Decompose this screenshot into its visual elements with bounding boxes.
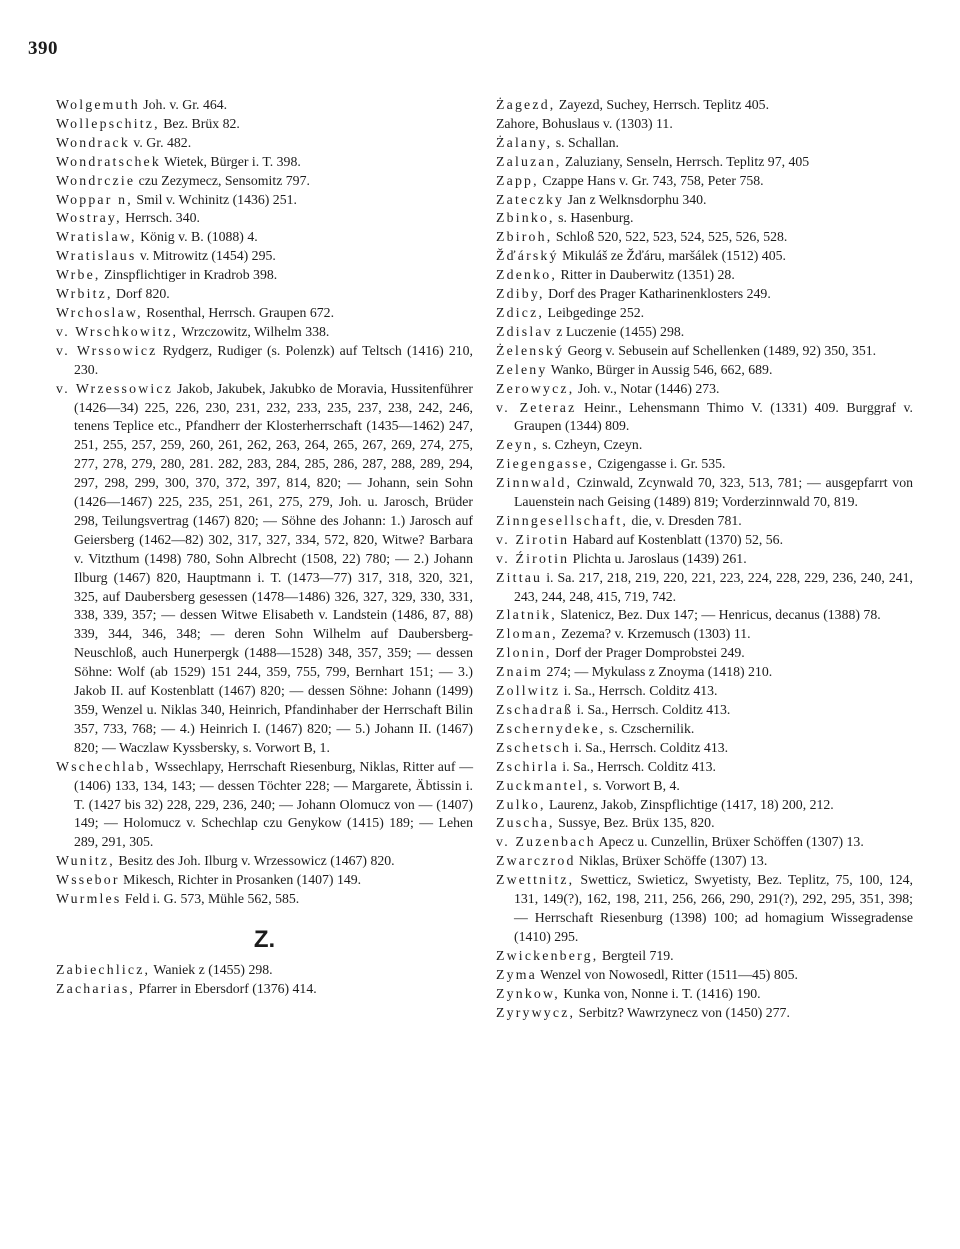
entry-headword: Wssebor [56, 872, 120, 888]
section-letter: Z. [253, 925, 276, 953]
entry-text: s. Vorwort B, 4. [589, 777, 680, 793]
entry-text: Wenzel von Nowosedl, Ritter (1511—45) 805. [536, 966, 798, 982]
index-entry [496, 947, 913, 966]
entry-text: Heinr., Lehensmann Thimo V. (1331) 409. Burggraf v. Graupen (1344) 809. [514, 399, 913, 434]
index-entry [496, 777, 913, 796]
index-entry [56, 172, 473, 191]
entry-headword: Zeleny [496, 361, 548, 377]
index-entry [496, 758, 913, 777]
entry-headword: Zeyn, [496, 437, 539, 453]
entry-text: v. Mitrowitz (1454) 295. [136, 248, 276, 264]
index-entry [496, 96, 913, 115]
entry-text: z Luczenie (1455) 298. [552, 323, 685, 339]
entry-text: Jan z Welknsdorphu 340. [564, 191, 707, 207]
entry-headword: Zdenko, [496, 267, 557, 283]
left-after-entry-list [56, 961, 473, 999]
entry-headword: Zynkow, [496, 985, 560, 1001]
entry-text: v. Gr. 482. [129, 134, 192, 150]
index-entry [56, 758, 473, 853]
entry-headword: Zdicz, [496, 304, 545, 320]
entry-text: Leibgedinge 252. [544, 304, 645, 320]
entry-headword: Znaim [496, 664, 544, 680]
entry-headword: Zyrywycz, [496, 1004, 576, 1020]
index-entry [56, 980, 473, 999]
entry-text: Mikuláš ze Žďáru, maršálek (1512) 405. [558, 248, 786, 264]
entry-text: Swetticz, Swieticz, Swyetisty, Bez. Teplitz, 75, 100, 124, 131, 149(?), 162, 198, 211, 256, 266, 290, 291(?), 292, 295, 351, 398; — Herrschaft Riesenburg (1398) 100; ad homagium Wissegradense (1410) 295. [514, 872, 913, 944]
index-entry [496, 531, 913, 550]
entry-text: Zahore, Bohuslaus v. (1303) 11. [496, 115, 673, 131]
entry-text: Wanko, Bürger in Aussig 546, 662, 689. [547, 361, 773, 377]
entry-text: Rydgerz, Rudiger (s. Polenzk) auf Teltsch (1416) 210, 230. [74, 342, 474, 377]
index-entry [56, 342, 473, 380]
entry-headword: Wrbitz, [56, 286, 113, 302]
index-entry [496, 285, 913, 304]
index-entry [496, 304, 913, 323]
entry-text: Dorf 820. [112, 286, 170, 302]
entry-headword: Ziegengasse, [496, 456, 595, 472]
entry-headword: Zlatnik, [496, 607, 557, 623]
entry-headword: Zulko, [496, 796, 546, 812]
index-entry [56, 134, 473, 153]
entry-headword: v. Wrzessowicz [56, 380, 174, 396]
entry-text: Niklas, Brüxer Schöffe (1307) 13. [575, 853, 768, 869]
entry-text: Pfarrer in Ebersdorf (1376) 414. [135, 980, 317, 996]
index-entry [496, 1004, 913, 1023]
entry-text: Besitz des Joh. Ilburg v. Wrzessowicz (1467) 820. [114, 853, 395, 869]
entry-headword: Wschechlab, [56, 758, 152, 774]
entry-headword: Zbinko, [496, 210, 555, 226]
entry-headword: Wrbe, [56, 267, 101, 283]
entry-text: Georg v. Sebusein auf Schellenken (1489, 92) 350, 351. [564, 342, 877, 358]
entry-headword: Wurmles [56, 891, 122, 907]
index-entry [56, 266, 473, 285]
entry-text: Habard auf Kostenblatt (1370) 52, 56. [569, 531, 784, 547]
index-entry [56, 228, 473, 247]
right-entry-list [496, 96, 913, 1022]
entry-headword: Wratislaus [56, 248, 137, 264]
entry-text: i. Sa., Herrsch. Colditz 413. [560, 683, 718, 699]
index-entry [56, 871, 473, 890]
entry-text: Joh. v., Notar (1446) 273. [574, 380, 720, 396]
index-entry [496, 550, 913, 569]
entry-text: s. Czschernilik. [605, 720, 695, 736]
entry-text: Czinwald, Zcynwald 70, 323, 513, 781; — ausgepfarrt von Lauenstein nach Geising (1489) 819; Vorderzinnwald 70, 819. [514, 475, 913, 510]
index-entry [496, 474, 913, 512]
page-number: 390 [28, 38, 58, 59]
index-entry [56, 380, 473, 758]
index-entry [496, 209, 913, 228]
index-entry [56, 304, 473, 323]
entry-headword: Żalany, [496, 134, 553, 150]
index-entry [56, 285, 473, 304]
entry-text: s. Hasenburg. [554, 210, 634, 226]
entry-headword: Wratislaw, [56, 229, 137, 245]
entry-headword: Zerowycz, [496, 380, 575, 396]
index-entry [496, 191, 913, 210]
index-entry [496, 361, 913, 380]
entry-text: i. Sa., Herrsch. Colditz 413. [558, 758, 716, 774]
index-entry [496, 796, 913, 815]
entry-headword: Zlonin, [496, 645, 552, 661]
index-entry [496, 985, 913, 1004]
right-column [496, 96, 913, 1022]
entry-text: Zezema? v. Krzemusch (1303) 11. [557, 626, 751, 642]
entry-headword: Zyma [496, 966, 537, 982]
left-column [56, 96, 473, 999]
index-entry [496, 606, 913, 625]
entry-text: Laurenz, Jakob, Zinspflichtige (1417, 18) 200, 212. [545, 796, 834, 812]
entry-text: Waniek z (1455) 298. [150, 961, 273, 977]
entry-headword: Zollwitz [496, 683, 561, 699]
index-entry [496, 455, 913, 474]
index-entry [496, 833, 913, 852]
index-entry [496, 153, 913, 172]
entry-text: Apecz u. Cunzellin, Brüxer Schöffen (1307) 13. [595, 834, 864, 850]
entry-headword: Wolgemuth [56, 97, 140, 112]
entry-text: Ritter in Dauberwitz (1351) 28. [557, 267, 735, 283]
index-entry [496, 739, 913, 758]
entry-headword: Zapp, [496, 172, 539, 188]
entry-headword: Żagezd, [496, 97, 556, 112]
entry-text: Serbitz? Wawrzynecz von (1450) 277. [575, 1004, 790, 1020]
entry-headword: Zinngesellschaft, [496, 512, 629, 528]
entry-text: Bez. Brüx 82. [159, 115, 240, 131]
entry-headword: Zittau [496, 569, 543, 585]
entry-headword: Zschetsch [496, 739, 571, 755]
entry-headword: v. Zeteraz [496, 399, 577, 415]
entry-headword: Zinnwald, [496, 475, 573, 491]
entry-headword: v. Wrschkowitz, [56, 323, 179, 339]
index-entry [56, 961, 473, 980]
index-entry [496, 115, 913, 134]
index-entry [496, 682, 913, 701]
entry-headword: Woppar n, [56, 191, 133, 207]
entry-headword: Zwettnitz, [496, 872, 575, 888]
entry-headword: Zuckmantel, [496, 777, 590, 793]
entry-headword: Żelenský [496, 342, 565, 358]
entry-text: czu Zezymecz, Sensomitz 797. [135, 172, 310, 188]
entry-text: Zaluziany, Senseln, Herrsch. Teplitz 97, 405 [561, 153, 810, 169]
entry-headword: Zwickenberg, [496, 947, 599, 963]
entry-text: Zinspflichtiger in Kradrob 398. [100, 267, 278, 283]
index-entry [496, 625, 913, 644]
left-entry-list [56, 96, 473, 909]
index-entry [56, 209, 473, 228]
entry-headword: Zdislav [496, 323, 553, 339]
entry-text: Herrsch. 340. [121, 210, 200, 226]
entry-headword: Zuscha, [496, 815, 555, 831]
entry-headword: Wollepschitz, [56, 115, 160, 131]
entry-headword: v. Wrssowicz [56, 342, 158, 358]
index-entry [496, 852, 913, 871]
entry-headword: Wunitz, [56, 853, 115, 869]
entry-text: Mikesch, Richter in Prosanken (1407) 149. [119, 872, 362, 888]
index-entry [496, 644, 913, 663]
index-entry [496, 512, 913, 531]
entry-text: Sussye, Bez. Brüx 135, 820. [554, 815, 715, 831]
entry-headword: Zwarczrod [496, 853, 576, 869]
index-entry [56, 852, 473, 871]
index-entry [496, 247, 913, 266]
entry-text: i. Sa., Herrsch. Colditz 413. [573, 702, 731, 717]
entry-text: i. Sa., Herrsch. Colditz 413. [570, 739, 729, 755]
entry-headword: Wondrczie [56, 172, 136, 188]
entry-text: Wrzczowitz, Wilhelm 338. [178, 323, 330, 339]
index-entry [496, 871, 913, 947]
index-entry [496, 228, 913, 247]
entry-headword: v. Zuzenbach [496, 834, 596, 850]
entry-text: s. Czheyn, Czeyn. [538, 437, 643, 453]
entry-text: Rosenthal, Herrsch. Graupen 672. [142, 304, 335, 320]
index-entry [496, 266, 913, 285]
entry-headword: Zloman, [496, 626, 558, 642]
entry-headword: Wrchoslaw, [56, 304, 143, 320]
entry-text: Smil v. Wchinitz (1436) 251. [132, 191, 297, 207]
entry-text: König v. B. (1088) 4. [136, 229, 258, 245]
entry-text: Feld i. G. 573, Mühle 562, 585. [121, 891, 300, 907]
entry-text: i. Sa. 217, 218, 219, 220, 221, 223, 224, 228, 229, 236, 240, 241, 243, 244, 248, 415, 719, 742. [514, 569, 913, 604]
entry-headword: Zaluzan, [496, 153, 562, 169]
entry-headword: v. Źirotin [496, 550, 570, 566]
index-entry [496, 323, 913, 342]
index-entry [56, 191, 473, 210]
entry-headword: Wondrack [56, 134, 130, 150]
entry-headword: Zschadraß [496, 702, 574, 717]
index-entry [496, 399, 913, 437]
index-entry [496, 701, 913, 720]
entry-text: Bergteil 719. [598, 947, 674, 963]
entry-text: Joh. v. Gr. 464. [139, 97, 228, 112]
index-entry [496, 134, 913, 153]
index-entry [56, 153, 473, 172]
index-entry [56, 247, 473, 266]
entry-text: Plichta u. Jaroslaus (1439) 261. [569, 550, 747, 566]
entry-headword: v. Zirotin [496, 531, 570, 547]
entry-text: Wssechlapy, Herrschaft Riesenburg, Niklas, Ritter auf — (1406) 133, 134, 143; — dessen Töchter 228; — Margarete, Äbtissin i. T. (1427 bis 32) 228, 229, 236, 240; — Johann Olomucz von — (1407) 149; — Holomucz v. Schechlap czu Genykow (1415) 189; — Lehen 289, 291, 305. [74, 758, 473, 850]
index-entry [56, 323, 473, 342]
index-entry [56, 890, 473, 909]
entry-text: s. Schallan. [552, 134, 619, 150]
entry-text: Kunka von, Nonne i. T. (1416) 190. [559, 985, 761, 1001]
entry-headword: Zdiby, [496, 286, 545, 302]
index-entry [56, 115, 473, 134]
index-entry [496, 172, 913, 191]
entry-headword: Zschirla [496, 758, 559, 774]
index-entry [496, 966, 913, 985]
entry-headword: Zacharias, [56, 980, 136, 996]
index-entry [496, 569, 913, 607]
entry-text: Dorf des Prager Katharinenklosters 249. [544, 286, 771, 302]
entry-headword: Zschernydeke, [496, 720, 606, 736]
entry-text: Schloß 520, 522, 523, 524, 525, 526, 528. [552, 229, 788, 245]
entry-text: Zayezd, Suchey, Herrsch. Teplitz 405. [555, 97, 770, 112]
entry-text: Jakob, Jakubek, Jakubko de Moravia, Hussitenführer (1426—34) 225, 226, 230, 231, 232, 233, 235, 237, 238, 242, 246, tenens Teplice etc., Pfandherr der Klosterherrschaft (1435—1462) 247, 251, 255, 257, 259, 260, 261, 262, 263, 264, 265, 267, 269, 274, 275, 277, 278, 279, 280, 281. 282, 283, 284, 285, 286, 287, 288, 289, 294, 297, 298, 299, 300, 370, 372, 397, 814, 820; — Johann, sein Sohn (1426—1467) 225, 235, 251, 261, 275, 279, Joh. u. Jarosch, Brüder 298, Teilungsvertrag (1467) 820; — Söhne des Johann: 1.) Jarosch auf Geiersberg (1462—82) 302, 317, 327, 334, 572, 820, Witwe? Barbara v. Vitzthum (1498) 780, Sohn Albrecht (1508, 22) 780; — 2.) Johann Ilburg (1467) 820, Hauptmann i. T. (1473—77) 317, 318, 320, 321, 325, auf Daubersberg gesessen (1478—1486) 326, 327, 329, 330, 331, 338, 339, 357; — dessen Witwe Elisabeth v. Landstein (1486, 87, 88) 339, 344, 346, 348; — deren Sohn Wilhelm auf Daubersberg-Neuschloß, auch Hunerpergk (1488—1528) 348, 357, 359; — dessen Söhne: Wolf (ab 1529) 151 244, 359, 755, 799, Bernhart 151; — 3.) Jakob II. auf Kostenblatt (1467) 820; — dessen Söhne: Johann (1499) 359, Wenzel u. Niklas 340, Heinrich, Pfandinhaber der Herrschaft Bilin 357, 733, 768; — 4.) Heinrich I. (1467) 820; — 5.) Johann II. (1467) 820; — Waczlaw Kyssbersky, s. Vorwort B, 1. [74, 380, 473, 755]
index-entry [496, 720, 913, 739]
index-entry [496, 814, 913, 833]
entry-text: Slatenicz, Bez. Dux 147; — Henricus, decanus (1388) 78. [556, 607, 881, 623]
entry-text: 274; — Mykulass z Znoyma (1418) 210. [543, 664, 773, 680]
entry-text: Czigengasse i. Gr. 535. [594, 456, 726, 472]
index-entry [496, 436, 913, 455]
entry-headword: Zateczky [496, 191, 565, 207]
index-entry [496, 342, 913, 361]
entry-headword: Zbiroh, [496, 229, 553, 245]
entry-text: Dorf der Prager Domprobstei 249. [551, 645, 745, 661]
entry-headword: Wondratschek [56, 153, 161, 169]
index-entry [496, 663, 913, 682]
entry-headword: Wostray, [56, 210, 122, 226]
entry-headword: Zabiechlicz, [56, 961, 151, 977]
index-entry [496, 380, 913, 399]
entry-headword: Žďárský [496, 248, 559, 264]
entry-text: Czappe Hans v. Gr. 743, 758, Peter 758. [538, 172, 764, 188]
entry-text: Wietek, Bürger i. T. 398. [160, 153, 301, 169]
index-entry [56, 96, 473, 115]
entry-text: die, v. Dresden 781. [628, 512, 742, 528]
